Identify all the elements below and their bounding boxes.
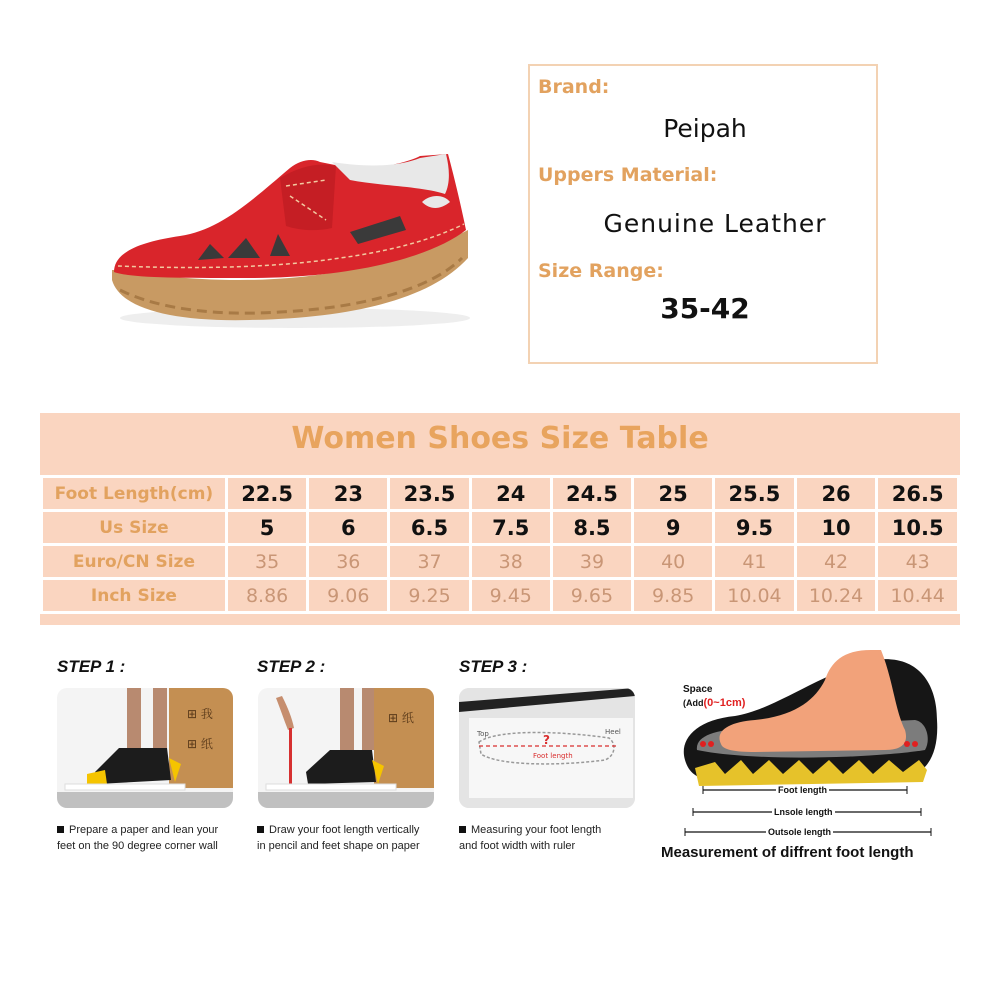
space-range-text: (0~1cm) xyxy=(703,697,746,709)
size-table-cell: 8.5 xyxy=(551,511,632,545)
size-table-cell: 7.5 xyxy=(470,511,551,545)
size-table-cell: 23 xyxy=(308,477,389,511)
size-table-cell: 9 xyxy=(633,511,714,545)
size-table-cell: 9.85 xyxy=(633,579,714,613)
space-add-text: (Add xyxy=(683,698,704,708)
product-shoe-image xyxy=(100,140,480,340)
bullet-icon xyxy=(257,826,264,833)
size-table-cell: 35 xyxy=(226,545,307,579)
brand-label: Brand: xyxy=(538,76,610,98)
size-table-cell: 8.86 xyxy=(226,579,307,613)
step-3-text xyxy=(459,822,649,854)
step-3-mark: ? xyxy=(543,733,550,747)
size-table-cell: 9.25 xyxy=(389,579,470,613)
step-1-line-1: Prepare a paper and lean your xyxy=(69,824,219,836)
step-2-photo xyxy=(258,688,434,808)
step-1-line-2: feet on the 90 degree corner wall xyxy=(57,840,218,852)
step-2-line-1: Draw your foot length vertically xyxy=(269,824,420,836)
size-table-row xyxy=(42,545,959,579)
step-3-title: STEP 3 : xyxy=(459,657,528,676)
size-table xyxy=(40,413,960,625)
size-table-cell: 36 xyxy=(308,545,389,579)
svg-text:⊞ 我: ⊞ 我 xyxy=(187,707,213,721)
size-table-cell: 9.5 xyxy=(714,511,796,545)
foot-diagram-caption: Measurement of diffrent foot length xyxy=(661,844,914,861)
step-3-photo xyxy=(459,688,635,808)
insole-length-label: Lnsole length xyxy=(774,807,833,817)
size-range-label: Size Range: xyxy=(538,260,664,282)
step-3-top-label: Top xyxy=(477,730,489,738)
size-table-cell: 26 xyxy=(795,477,877,511)
size-table-cell: 6 xyxy=(308,511,389,545)
size-table-cell: 25 xyxy=(633,477,714,511)
size-table-cell: 10.5 xyxy=(877,511,959,545)
size-table-cell: 39 xyxy=(551,545,632,579)
size-table-row-header: Foot Length(cm) xyxy=(42,477,227,511)
step-2-text xyxy=(257,822,447,854)
size-table-cell: 10.24 xyxy=(795,579,877,613)
size-table-cell: 10 xyxy=(795,511,877,545)
size-table-cell: 40 xyxy=(633,545,714,579)
step-3-line-2: and foot width with ruler xyxy=(459,840,576,852)
product-spec-box xyxy=(528,64,878,364)
size-table-cell: 24.5 xyxy=(551,477,632,511)
size-table-cell: 24 xyxy=(470,477,551,511)
step-1-title: STEP 1 : xyxy=(57,657,126,676)
svg-text:⊞ 纸: ⊞ 纸 xyxy=(388,711,414,725)
size-table-cell: 41 xyxy=(714,545,796,579)
size-table-cell: 37 xyxy=(389,545,470,579)
size-table-cell: 10.44 xyxy=(877,579,959,613)
size-table-row-header: Us Size xyxy=(42,511,227,545)
brand-value: Peipah xyxy=(663,114,747,143)
size-table-cell: 26.5 xyxy=(877,477,959,511)
size-range-value: 35-42 xyxy=(660,292,750,325)
size-table-row xyxy=(42,579,959,613)
size-table-cell: 9.65 xyxy=(551,579,632,613)
space-label: Space xyxy=(683,684,713,695)
size-table-cell: 9.45 xyxy=(470,579,551,613)
size-table-grid xyxy=(40,475,960,614)
step-3-heel-label: Heel xyxy=(605,728,621,736)
foot-length-label: Foot length xyxy=(778,785,827,795)
bullet-icon xyxy=(57,826,64,833)
size-table-row-header: Inch Size xyxy=(42,579,227,613)
size-table-cell: 22.5 xyxy=(226,477,307,511)
step-1-photo xyxy=(57,688,233,808)
size-table-cell: 42 xyxy=(795,545,877,579)
space-add-label xyxy=(683,697,745,709)
step-3-line-1: Measuring your foot length xyxy=(471,824,602,836)
size-table-cell: 5 xyxy=(226,511,307,545)
size-table-cell: 43 xyxy=(877,545,959,579)
size-table-row-header: Euro/CN Size xyxy=(42,545,227,579)
size-table-row xyxy=(42,477,959,511)
step-1-text xyxy=(57,822,247,854)
material-value: Genuine Leather xyxy=(603,209,827,238)
bullet-icon xyxy=(459,826,466,833)
step-3-length-label: Foot length xyxy=(533,752,573,760)
size-table-cell: 9.06 xyxy=(308,579,389,613)
size-table-cell: 38 xyxy=(470,545,551,579)
step-2-line-2: in pencil and feet shape on paper xyxy=(257,840,420,852)
size-table-cell: 6.5 xyxy=(389,511,470,545)
size-table-cell: 25.5 xyxy=(714,477,796,511)
size-table-title: Women Shoes Size Table xyxy=(291,421,709,456)
material-label: Uppers Material: xyxy=(538,164,718,186)
size-table-cell: 23.5 xyxy=(389,477,470,511)
size-table-row xyxy=(42,511,959,545)
outsole-length-label: Outsole length xyxy=(768,827,831,837)
step-2-title: STEP 2 : xyxy=(257,657,326,676)
size-table-cell: 10.04 xyxy=(714,579,796,613)
svg-text:⊞ 纸: ⊞ 纸 xyxy=(187,737,213,751)
